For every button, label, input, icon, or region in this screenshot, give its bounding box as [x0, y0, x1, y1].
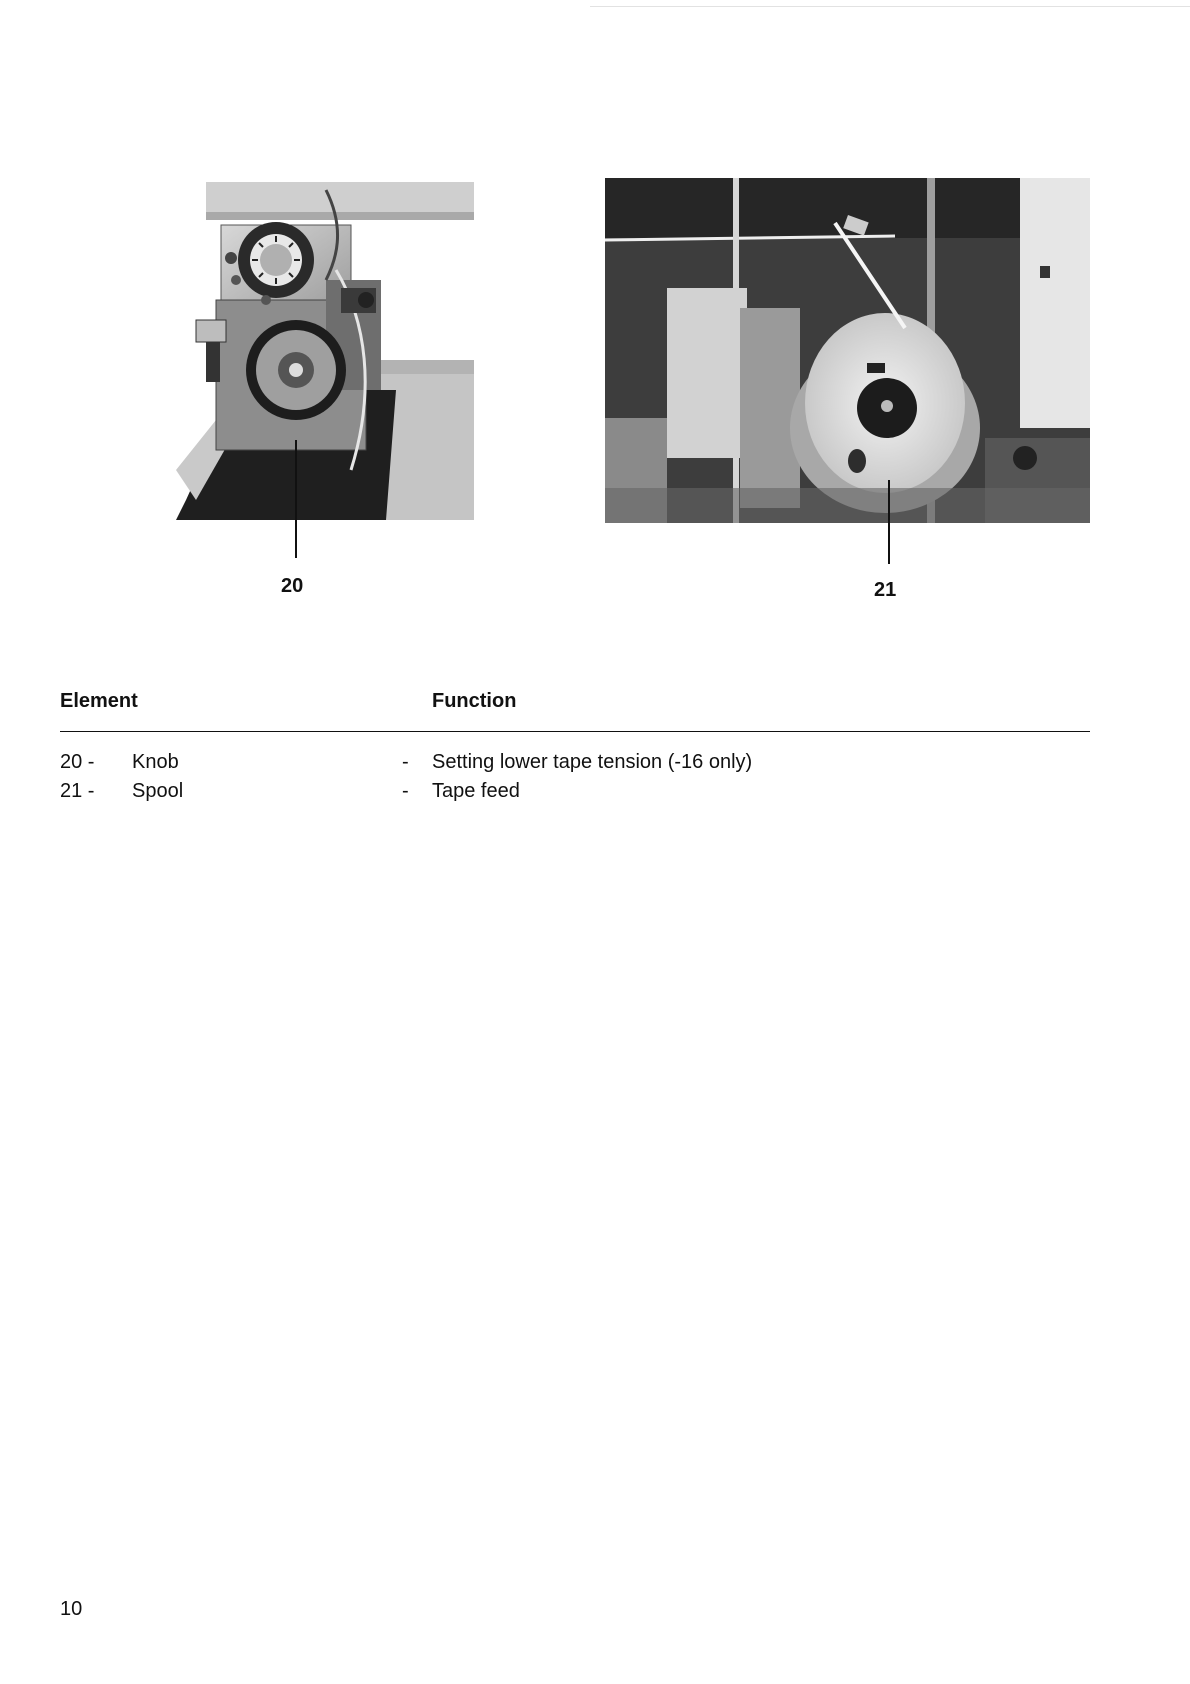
row-function: Setting lower tape tension (-16 only) — [432, 751, 753, 773]
photo-tape-spool — [605, 178, 1090, 523]
table-row — [0, 780, 1190, 806]
column-header-element: Element — [60, 690, 138, 712]
callout-label-20: 20 — [281, 575, 304, 597]
page-number: 10 — [60, 1598, 83, 1620]
photo-tension-mechanism — [176, 170, 476, 520]
row-element: Spool — [132, 780, 184, 802]
row-dash: - — [402, 751, 409, 773]
column-header-function: Function — [432, 690, 517, 712]
row-function: Tape feed — [432, 780, 520, 802]
table-row — [0, 751, 1190, 777]
callout-line-20 — [295, 440, 297, 558]
row-element: Knob — [132, 751, 179, 773]
row-number: 20 - — [60, 751, 95, 773]
page-top-border — [590, 6, 1190, 7]
callout-label-21: 21 — [874, 579, 897, 601]
row-number: 21 - — [60, 780, 95, 802]
callout-line-21 — [888, 480, 890, 564]
header-divider — [60, 731, 1090, 732]
row-dash: - — [402, 780, 409, 802]
